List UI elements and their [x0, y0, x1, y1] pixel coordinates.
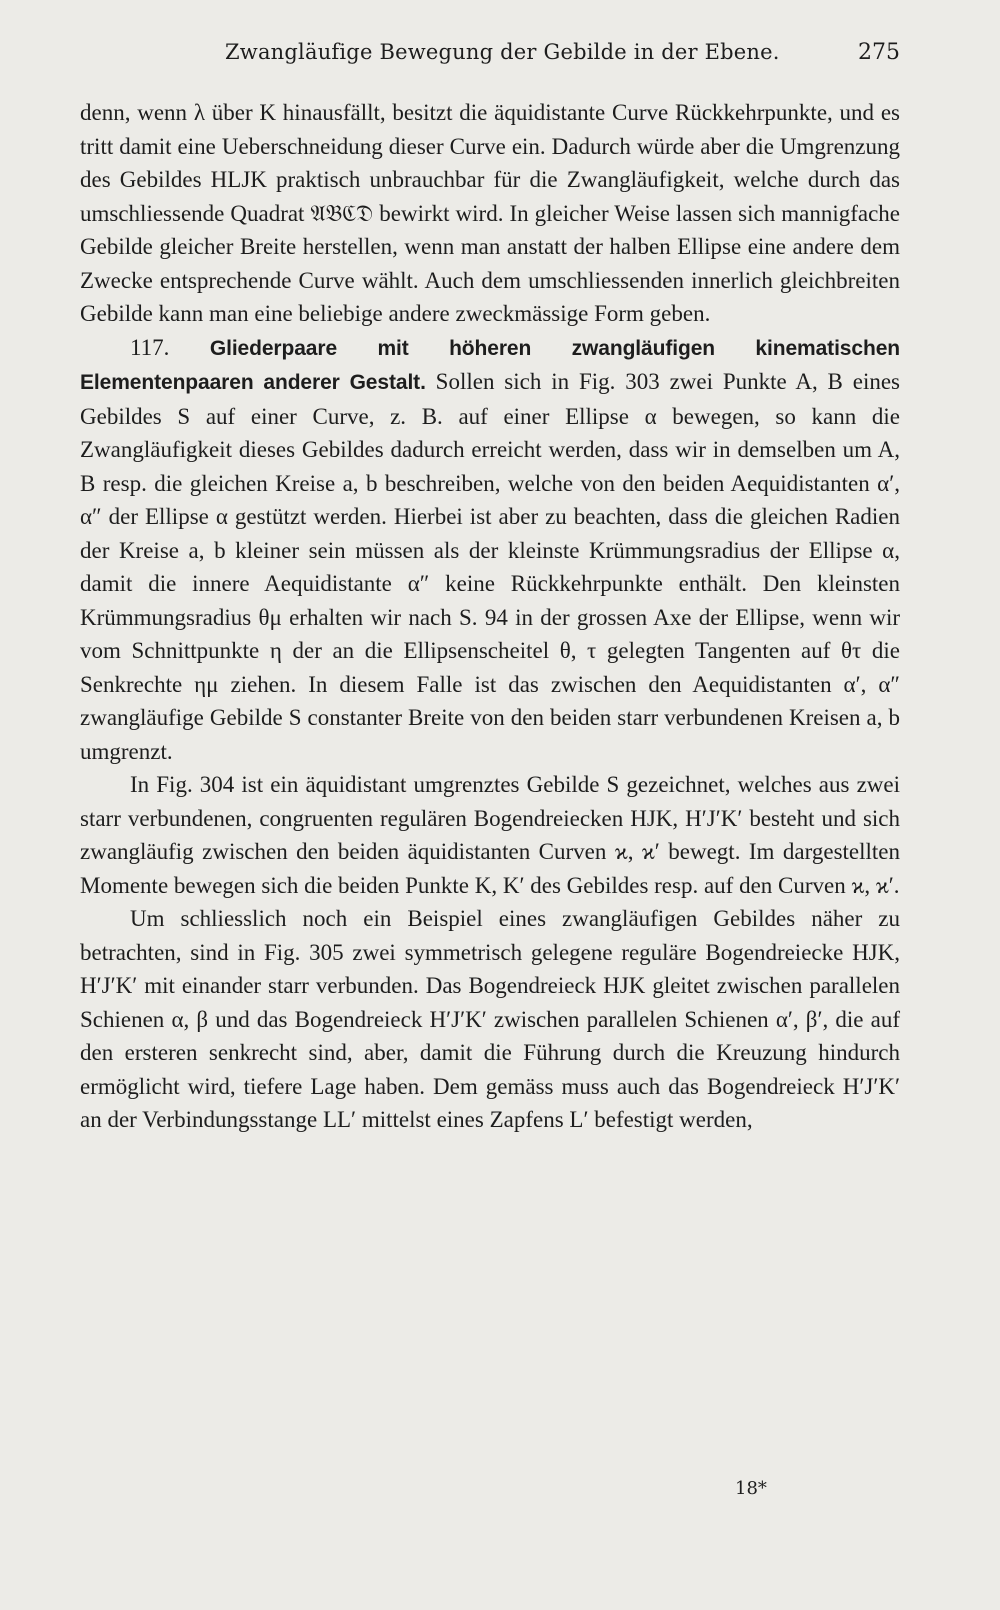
body-text — [80, 96, 900, 1137]
section-title: Gliederpaare mit höheren zwangläufigen kinematischen Elementenpaaren anderer Gestalt. — [80, 336, 901, 394]
sheet-signature: 18* — [735, 1478, 767, 1499]
paragraph-fig-305: Um schliesslich noch ein Beispiel eines zwangläufigen Gebildes näher zu betrachten, sind in Fig. 305 zwei symmetrisch gelegene reguläre Bogendreiecke HJK, H′J′K′ mit einander starr verbunden. Das Bogendreieck HJK gleitet zwischen parallelen Schienen α, β und das Bogendreieck H′J′K′ zwischen parallelen Schienen α′, β′, die auf den ersteren senkrecht sind, aber, damit die Führung durch die Kreuzung hindurch ermöglicht wird, tiefere Lage haben. Dem gemäss muss auch das Bogendreieck H′J′K′ an der Verbindungsstange LL′ mittelst eines Zapfens L′ befestigt werden, — [80, 906, 900, 1132]
running-header — [80, 40, 900, 70]
section-paragraph-text: Sollen sich in Fig. 303 zwei Punkte A, B eines Gebildes S auf einer Curve, z. B. auf einer Ellipse α bewegen, so kann die Zwangläufigkeit dieses Gebildes dadurch erreicht werden, dass wir in demselben um A, B resp. die gleichen Kreise a, b beschreiben, welche von den beiden Aequidistanten α′, α″ der Ellipse α gestützt werden. Hierbei ist aber zu beachten, dass die gleichen Radien der Kreise a, b kleiner sein müssen als der kleinste Krümmungsradius der Ellipse α, damit die innere Aequidistante α″ keine Rückkehrpunkte enthält. Den kleinsten Krümmungsradius θμ erhalten wir nach S. 94 in der grossen Axe der Ellipse, wenn wir vom Schnittpunkte η der an die Ellipsenscheitel θ, τ gelegten Tangenten auf θτ die Senkrechte ημ ziehen. In diesem Falle ist das zwischen den Aequidistanten α′, α″ zwangläufige Gebilde S constanter Breite von den beiden starr verbundenen Kreisen a, b umgrenzt. — [80, 369, 900, 764]
section-paragraph — [80, 331, 900, 769]
paragraph-fig-304: In Fig. 304 ist ein äquidistant umgrenztes Gebilde S gezeichnet, welches aus zwei starr verbundenen, congruenten regulären Bogendreiecken HJK, H′J′K′ besteht und sich zwangläufig zwischen den beiden äquidistanten Curven ϰ, ϰ′ bewegt. Im dargestellten Momente bewegen sich die beiden Punkte K, K′ des Gebildes resp. auf den Curven ϰ, ϰ′. — [80, 772, 900, 898]
paragraph-continuation: denn, wenn λ über K hinausfällt, besitzt die äquidistante Curve Rückkehrpunkte, und es tritt damit eine Ueberschneidung dieser Curve ein. Dadurch würde aber die Umgrenzung des Gebildes HLJK praktisch unbrauchbar für die Zwangläufigkeit, welche durch das umschliessende Quadrat 𝔄𝔅ℭ𝔇 bewirkt wird. In gleicher Weise lassen sich mannigfache Gebilde gleicher Breite herstellen, wenn man anstatt der halben Ellipse eine andere dem Zwecke entsprechende Curve wählt. Auch dem umschliessenden innerlich gleichbreiten Gebilde kann man eine beliebige andere zweckmässige Form geben. — [80, 100, 900, 326]
section-number: 117. — [130, 334, 170, 360]
page-number: 275 — [858, 40, 900, 65]
running-title: Zwangläufige Bewegung der Gebilde in der Ebene. — [225, 40, 780, 64]
